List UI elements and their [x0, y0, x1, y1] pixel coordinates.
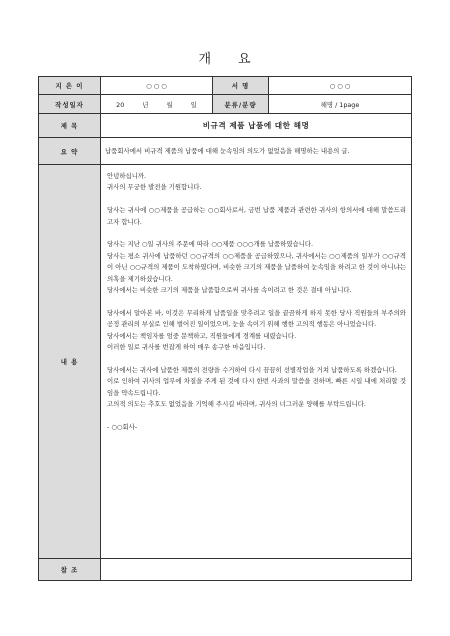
reference-row [39, 559, 412, 581]
summary-form-table [38, 76, 412, 581]
subject-value: 비규격 제품 납품에 대한 해명 [101, 114, 412, 138]
content-paragraph: 당사는 귀사에 ○○제품을 공급하는 ○○회사로서, 금번 납품 제품과 관련한 귀사의 항의서에 대해 말씀드리고자 합니다. [107, 206, 406, 226]
content-paragraph: 이러한 일로 귀사를 번잡게 하여 매우 송구한 마음입니다. [107, 343, 266, 352]
summary-row [39, 138, 412, 165]
date-month-unit: 월 [166, 100, 173, 109]
date-value [101, 95, 213, 114]
date-day-unit: 일 [190, 100, 197, 109]
summary-value: 납품회사에서 비규격 제품의 납품에 대해 눈속임의 의도가 없었음을 해명하는 내용의 글. [101, 138, 412, 165]
subject-row [39, 114, 412, 138]
content-paragraph: 당사에서는 책임자를 엄중 문책하고, 직원들에게 경계를 내렸습니다. [107, 331, 297, 340]
title-char-2: 요 [238, 52, 252, 67]
category-value: 해명 / 1page [269, 95, 412, 114]
writer-row [39, 77, 412, 95]
content-body [101, 165, 412, 559]
signature-value: ○ ○ ○ [269, 77, 412, 95]
date-row [39, 95, 412, 114]
summary-label: 요 약 [39, 138, 101, 165]
signature-label: 서 명 [213, 77, 269, 95]
content-paragraph: 고의적 의도는 추호도 없었음을 기억해 주시길 바라며, 귀사의 너그러운 양해를 부탁드립니다. [107, 400, 366, 409]
content-paragraph: 당사에서는 귀사에 납품한 제품의 전량을 수거하여 다시 끔끔히 선별작업을 거쳐 납품하도록 하겠습니다. [107, 365, 397, 374]
document-title [0, 48, 450, 67]
content-paragraph: 안녕하십니까. [107, 172, 147, 180]
date-year-unit: 년 [142, 100, 149, 109]
reference-label: 참 조 [39, 559, 101, 581]
date-year: 20 [116, 100, 125, 109]
content-row [39, 165, 412, 559]
content-paragraph: 이로 인하여 귀사의 업무에 차질을 주게 된 것에 다시 한번 사과의 말씀을 전하며, 빠른 시일 내에 처리할 것임을 약속드립니다. [107, 377, 406, 397]
content-paragraph: 당사에서는 비슷한 크기의 제품을 납품함으로써 귀사를 속이려고 한 것은 결대 아닙니다. [107, 286, 352, 295]
date-label: 작성일자 [39, 95, 101, 114]
content-paragraph: 귀사의 무궁한 발전을 기원합니다. [107, 183, 202, 192]
title-char-1: 개 [198, 52, 212, 67]
content-paragraph: 당사는 평소 귀사에 납품하던 ○○규격의 ○○제품을 공급하였으나, 귀사에서는 ○○제품의 일부가 ○○규격이 아닌 ○○규격의 제품이 도착하였다며, 비슷한 크기의 제품을 납품하여 눈속임을 하려고 한 것이 아니냐는 의혹을 제기하셨습니다. [107, 251, 406, 283]
writer-value: ○ ○ ○ [101, 77, 213, 95]
sender-signature: - ○○회사- [107, 422, 138, 431]
content-label: 내 용 [39, 165, 101, 559]
writer-label: 지 은 이 [39, 77, 101, 95]
subject-label: 제 목 [39, 114, 101, 138]
content-paragraph: 당사는 지난 ○일 귀사의 주문에 따라 ○○제품 ○○○개를 납품하였습니다. [107, 240, 314, 249]
category-label: 분류/분량 [213, 95, 269, 114]
content-paragraph: 당사에서 알아본 바, 이것은 무리하게 납품일을 맞추려고 일을 끝끔하게 하지 못한 당사 직원들의 부주의와 공정 관리의 부실로 인해 벌어진 일이었으며, 눈을 속이기 위해 행한 고의적 행동은 아니었습니다. [107, 308, 406, 329]
reference-value [101, 559, 412, 581]
